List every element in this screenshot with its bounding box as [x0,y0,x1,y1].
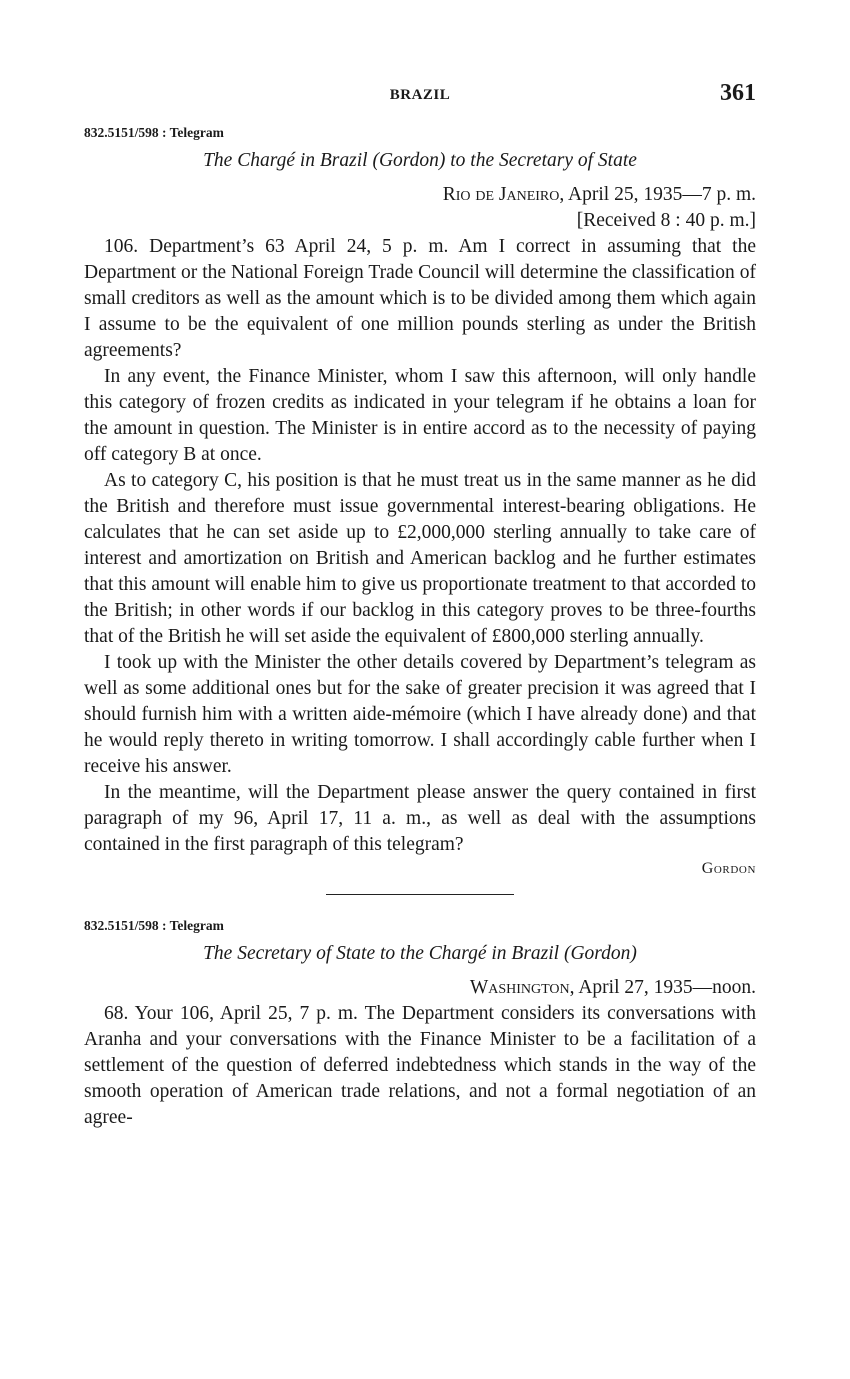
page-number: 361 [720,80,756,106]
dateline-date: , April 25, 1935—7 p. m. [559,184,756,205]
file-reference: 832.5151/598 : Telegram [84,918,224,933]
running-head [84,80,756,112]
paragraph: 68. Your 106, April 25, 7 p. m. The Department considers its conversations with Aranha and your conversations with the Finance Minister to be a facilitation of a settlement of the question of deferred indebtedness which stands in the way of the smooth operation of American trade relations, and not a formal negotiation of an agree- [84,1003,756,1128]
paragraph: In the meantime, will the Department please answer the query contained in first paragraph of my 96, April 17, 11 a. m., as well as deal with the assumptions contained in the first paragraph of this telegram? [84,782,756,855]
telegram-heading: The Secretary of State to the Chargé in Brazil (Gordon) [203,943,637,964]
section-divider [326,894,514,895]
paragraph: 106. Department’s 63 April 24, 5 p. m. Am I correct in assuming that the Department or the National Foreign Trade Council will determine the classification of small creditors as well as the amount which is to be divided among them which again I assume to be the equivalent of one million pounds sterling as under the British agreements? [84,236,756,361]
telegram-heading: The Chargé in Brazil (Gordon) to the Secretary of State [203,150,637,171]
telegram-1 [84,124,756,880]
signature: Gordon [701,860,756,877]
dateline-place: Rio de Janeiro [442,184,560,205]
paragraph: I took up with the Minister the other details covered by Department’s telegram as well as some additional ones but for the sake of greater precision it was agreed that I should furnish him with a written aide-mémoire (which I have already done) and that he would reply thereto in writing tomorrow. I shall accordingly cable further when I receive his answer. [84,652,756,777]
paragraph: As to category C, his position is that he must treat us in the same manner as he did the British and therefore must issue governmental interest-bearing obligations. He calculates that he can set aside up to £2,000,000 sterling annually to take care of interest and amortization on British and American backlog and he further estimates that this amount will enable him to give us proportionate treatment to that accorded to the British; in other words if our backlog in this category proves to be three-fourths that of the British he will set aside the equivalent of £800,000 sterling annually. [84,470,756,647]
received-note: [Received 8 : 40 p. m.] [576,210,756,231]
dateline-date: , April 27, 1935—noon. [569,977,756,998]
telegram-2 [84,917,756,1131]
dateline [84,975,756,1001]
file-reference: 832.5151/598 : Telegram [84,125,224,140]
dateline-place: Washington [469,977,570,998]
paragraph: In any event, the Finance Minister, whom I saw this afternoon, will only handle this category of frozen credits as indicated in your telegram if he obtains a loan for the amount in question. The Minister is in entire accord as to the necessity of paying off category B at once. [84,366,756,465]
running-title: BRAZIL [389,87,451,103]
dateline [84,182,756,208]
document-page [84,80,756,1131]
